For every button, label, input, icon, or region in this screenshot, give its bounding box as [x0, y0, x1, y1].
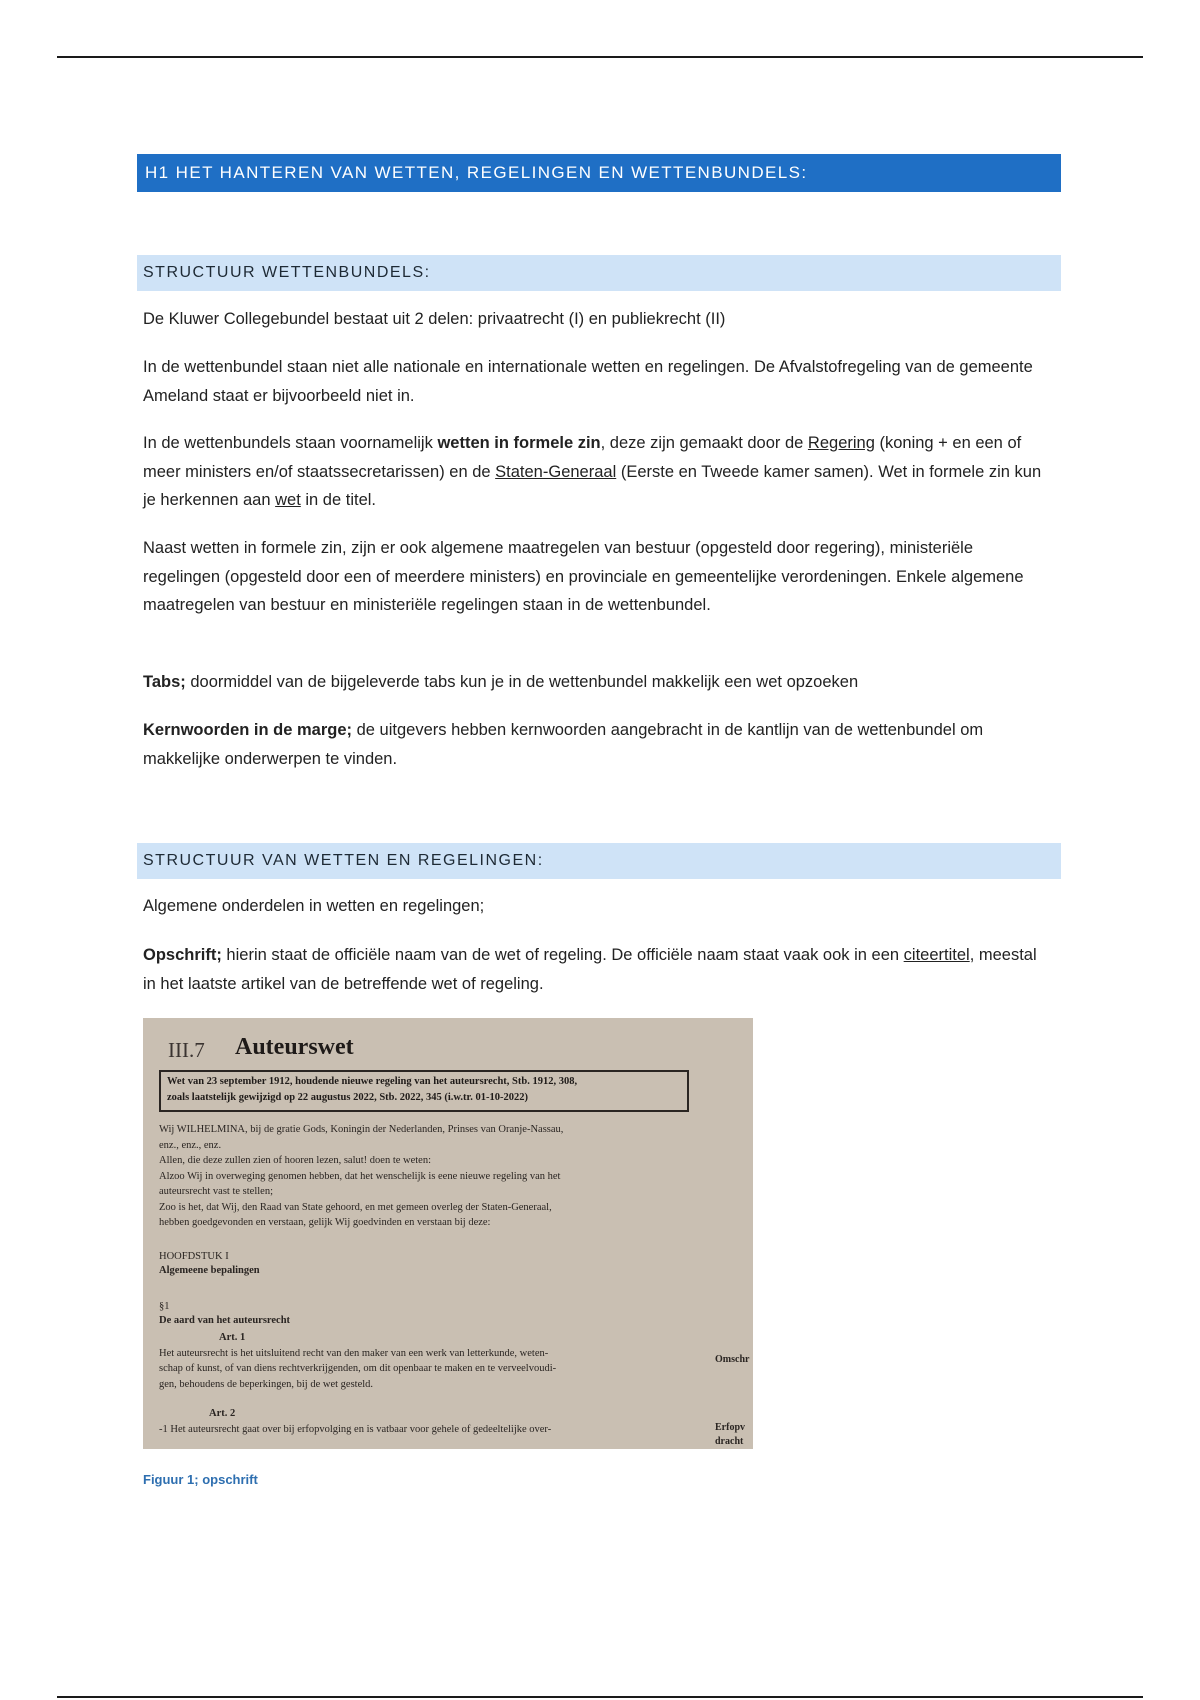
paragraph: In de wettenbundel staan niet alle nationale en internationale wetten en regelingen. De Afvalstofregeling van de gemeente Ameland staat er bijvoorbeeld niet in.	[143, 358, 1033, 405]
paragraph: Algemene onderdelen in wetten en regelingen;	[143, 897, 485, 915]
underlined-term: Regering	[807, 434, 875, 452]
figure-paragraph-heading: §1 De aard van het auteursrecht	[159, 1301, 291, 1326]
bold-term: Opschrift;	[143, 946, 222, 964]
bold-term: Tabs;	[143, 673, 186, 691]
figure-margin-keyword: dracht	[715, 1436, 744, 1447]
figure-margin-keyword: Omschr	[715, 1354, 750, 1365]
figure-margin-keyword: Erfopv	[715, 1422, 745, 1433]
figure-law-title: Auteurswet	[235, 1034, 354, 1060]
figure-article-2: Art. 2 -1 Het auteursrecht gaat over bij erfopvolging en is vatbaar voor gehele of gedeeltelijke over-	[159, 1408, 552, 1435]
underlined-term: wet	[275, 491, 301, 509]
chapter-heading: H1 HET HANTEREN VAN WETTEN, REGELINGEN EN WETTENBUNDELS:	[137, 154, 1061, 192]
bottom-rule	[57, 1696, 1143, 1698]
figure-article-1: Art. 1 Het auteursrecht is het uitsluitend recht van den maker van een werk van letterkunde, weten- schap of kunst, of van diens rechtverkrijgenden, om dit openbaar te maken en te verveelvoudi- gen, behoudens de beperkingen, bij de wet gesteld.	[159, 1332, 557, 1390]
figure-caption: Figuur 1; opschrift	[143, 1472, 258, 1487]
paragraph: De Kluwer Collegebundel bestaat uit 2 delen: privaatrecht (I) en publiekrecht (II)	[143, 310, 726, 328]
figure-photo-auteurswet	[143, 1018, 753, 1449]
section-heading-wettenbundels: STRUCTUUR WETTENBUNDELS:	[137, 255, 1061, 291]
paragraph-formele-wetten: In de wettenbundels staan voornamelijk wetten in formele zin, deze zijn gemaakt door de Regering (koning + en een of meer ministers en/of staatssecretarissen) en de Staten-Generaal (Eerste en Tweede kamer samen). Wet in formele zin kun je herkennen aan wet in de titel.	[143, 434, 1042, 509]
paragraph-kernwoorden: Kernwoorden in de marge; de uitgevers hebben kernwoorden aangebracht in de kantlijn van de wettenbundel om makkelijke onderwerpen te vinden.	[143, 721, 984, 768]
figure-law-number: III.7	[168, 1038, 205, 1062]
figure-preamble: Wij WILHELMINA, bij de gratie Gods, Koningin der Nederlanden, Prinses van Oranje-Nassau, enz., enz., enz. Allen, die deze zullen zien of hooren lezen, salut! doen te weten: Alzoo Wij in overweging genomen hebben, dat het wenschelijk is eene nieuwe regeling van het auteursrecht vast te stellen; Zoo is het, dat Wij, den Raad van State gehoord, en met gemeen overleg der Staten-Generaal, hebben goedgevonden en verstaan, gelijk Wij goedvinden en verstaan bij deze:	[159, 1124, 564, 1228]
bold-term: wetten in formele zin	[437, 434, 601, 452]
underlined-term: Staten-Generaal	[495, 462, 617, 481]
figure-opschrift-box: Wet van 23 september 1912, houdende nieuwe regeling van het auteursrecht, Stb. 1912, 308, zoals laatstelijk gewijzigd op 22 augustus 2022, Stb. 2022, 345 (i.w.tr. 01-10-2022)	[159, 1070, 689, 1112]
underlined-term: citeertitel	[903, 946, 970, 964]
paragraph-tabs: Tabs; doormiddel van de bijgeleverde tabs kun je in de wettenbundel makkelijk een wet opzoeken	[143, 673, 859, 691]
section-heading-wetten-regelingen: STRUCTUUR VAN WETTEN EN REGELINGEN:	[137, 843, 1061, 879]
figure-chapter: HOOFDSTUK I Algemeene bepalingen	[159, 1251, 260, 1276]
paragraph: Naast wetten in formele zin, zijn er ook algemene maatregelen van bestuur (opgesteld door regering), ministeriële regelingen (opgesteld door een of meerdere ministers) en provinciale en gemeentelijke verordeningen. Enkele algemene maatregelen van bestuur en ministeriële regelingen staan in de wettenbundel.	[143, 539, 1024, 614]
bold-term: Kernwoorden in de marge;	[143, 721, 353, 739]
paragraph-opschrift: Opschrift; hierin staat de officiële naam van de wet of regeling. De officiële naam staat vaak ook in een citeertitel, meestal in het laatste artikel van de betreffende wet of regeling.	[143, 946, 1037, 993]
top-rule	[57, 56, 1143, 58]
